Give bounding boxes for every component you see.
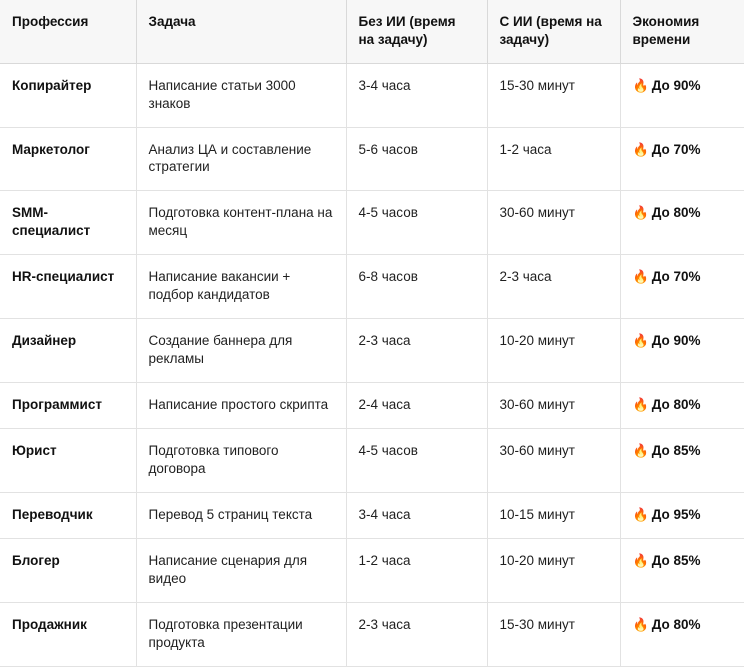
cell-time-saving [620,63,744,127]
cell-time-saving [620,255,744,319]
cell-profession: Программист [0,383,136,429]
table-row [0,191,744,255]
cell-with-ai: 10-15 минут [487,493,620,539]
table-row [0,127,744,191]
cell-time-saving [620,127,744,191]
table-row [0,538,744,602]
fire-icon: 🔥 [632,333,649,349]
cell-with-ai: 15-30 минут [487,63,620,127]
cell-without-ai: 4-5 часов [346,429,487,493]
fire-icon: 🔥 [632,141,649,157]
saving-value: До 95% [651,507,701,523]
table-header [0,0,744,63]
cell-time-saving [620,602,744,666]
fire-icon: 🔥 [632,552,649,568]
cell-without-ai: 2-3 часа [346,602,487,666]
saving-value: До 85% [651,443,701,459]
cell-profession: Маркетолог [0,127,136,191]
table-row [0,493,744,539]
cell-time-saving [620,319,744,383]
cell-without-ai: 3-4 часа [346,63,487,127]
cell-without-ai: 2-3 часа [346,319,487,383]
cell-task: Подготовка презентации продукта [136,602,346,666]
cell-task: Написание статьи 3000 знаков [136,63,346,127]
saving-value: До 70% [651,141,701,157]
cell-time-saving [620,429,744,493]
cell-task: Перевод 5 страниц текста [136,493,346,539]
table-row [0,63,744,127]
fire-icon: 🔥 [632,616,649,632]
column-header-without-ai: Без ИИ (время на задачу) [346,0,487,63]
cell-without-ai: 1-2 часа [346,538,487,602]
cell-with-ai: 15-30 минут [487,602,620,666]
cell-time-saving [620,191,744,255]
cell-profession: Дизайнер [0,319,136,383]
cell-profession: SMM-специалист [0,191,136,255]
cell-profession: Блогер [0,538,136,602]
column-header-profession: Профессия [0,0,136,63]
fire-icon: 🔥 [632,507,649,523]
saving-value: До 80% [651,616,701,632]
table-row [0,255,744,319]
table-row [0,602,744,666]
cell-with-ai: 30-60 минут [487,383,620,429]
cell-without-ai: 4-5 часов [346,191,487,255]
saving-value: До 85% [651,552,701,568]
cell-task: Написание простого скрипта [136,383,346,429]
cell-task: Создание баннера для рекламы [136,319,346,383]
column-header-with-ai: С ИИ (время на задачу) [487,0,620,63]
cell-without-ai: 6-8 часов [346,255,487,319]
cell-task: Подготовка контент-плана на месяц [136,191,346,255]
cell-with-ai: 2-3 часа [487,255,620,319]
saving-value: До 80% [651,205,701,221]
cell-profession: Переводчик [0,493,136,539]
fire-icon: 🔥 [632,205,649,221]
cell-profession: Юрист [0,429,136,493]
cell-task: Написание сценария для видео [136,538,346,602]
column-header-time-saving: Экономия времени [620,0,744,63]
cell-profession: HR-специалист [0,255,136,319]
saving-value: До 90% [651,333,701,349]
fire-icon: 🔥 [632,269,649,285]
cell-task: Написание вакансии + подбор кандидатов [136,255,346,319]
table-row [0,429,744,493]
cell-without-ai: 3-4 часа [346,493,487,539]
cell-task: Анализ ЦА и составление стратегии [136,127,346,191]
cell-profession: Копирайтер [0,63,136,127]
column-header-task: Задача [136,0,346,63]
cell-task: Подготовка типового договора [136,429,346,493]
cell-with-ai: 10-20 минут [487,538,620,602]
cell-profession: Продажник [0,602,136,666]
cell-time-saving [620,538,744,602]
saving-value: До 90% [651,77,701,93]
table-row [0,319,744,383]
saving-value: До 80% [651,397,701,413]
cell-time-saving [620,383,744,429]
cell-with-ai: 30-60 минут [487,191,620,255]
table-row [0,383,744,429]
saving-value: До 70% [651,269,701,285]
cell-without-ai: 2-4 часа [346,383,487,429]
cell-time-saving [620,493,744,539]
cell-with-ai: 30-60 минут [487,429,620,493]
table-body [0,63,744,666]
fire-icon: 🔥 [632,443,649,459]
table-header-row [0,0,744,63]
cell-with-ai: 10-20 минут [487,319,620,383]
cell-without-ai: 5-6 часов [346,127,487,191]
cell-with-ai: 1-2 часа [487,127,620,191]
fire-icon: 🔥 [632,397,649,413]
fire-icon: 🔥 [632,77,649,93]
